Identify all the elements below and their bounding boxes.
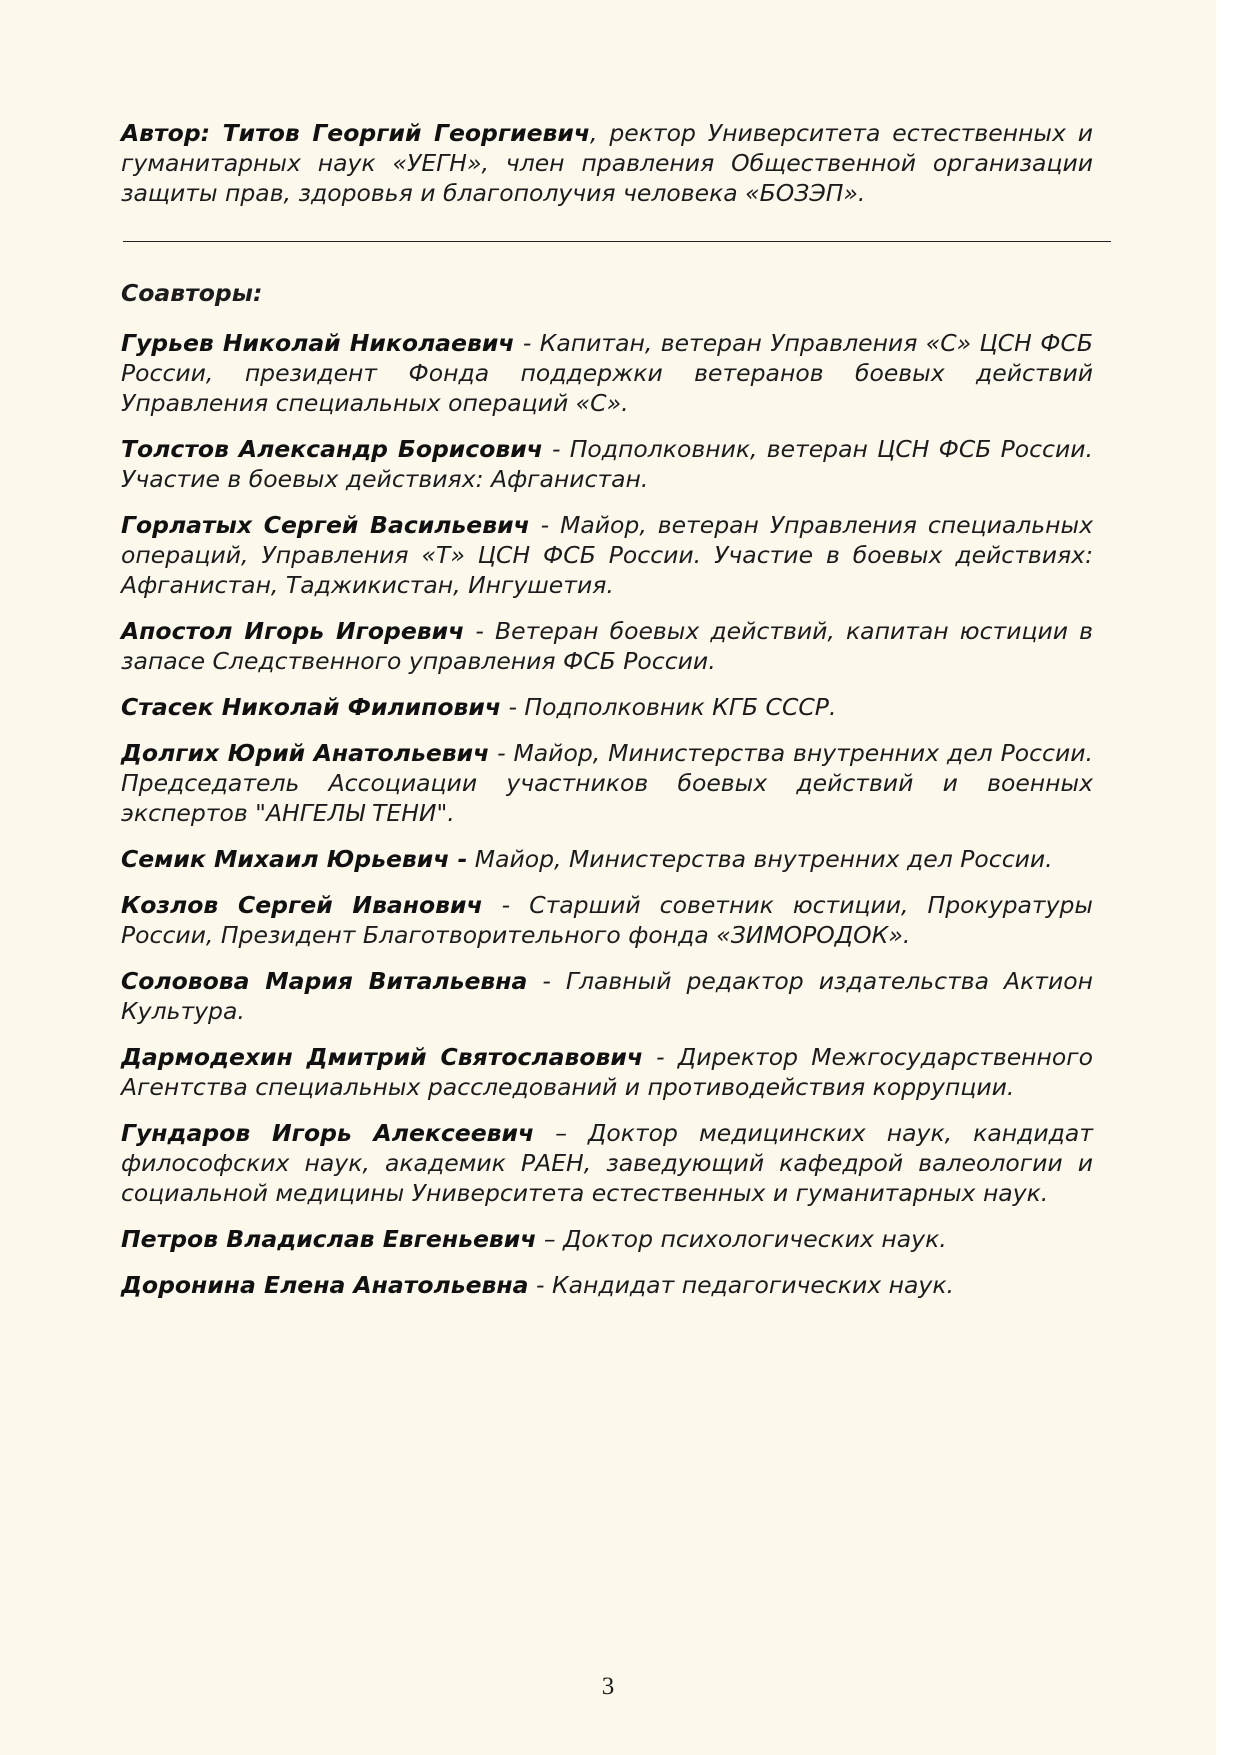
coauthor-description: - Главный редактор издательства Актион Культура. [121,967,1093,1025]
coauthors-section [121,278,1093,1316]
coauthor-name: Соловова Мария Витальевна [121,967,528,995]
coauthor-entry [121,510,1093,600]
coauthor-entry [121,692,1093,722]
coauthor-entry [121,1042,1093,1102]
section-divider [123,241,1111,242]
coauthor-description: - Подполковник, ветеран ЦСН ФСБ России. Участие в боевых действиях: Афганистан. [121,435,1093,493]
coauthor-entry [121,1270,1093,1300]
coauthor-description: - Подполковник КГБ СССР. [500,693,837,721]
coauthor-description: - Майор, ветеран Управления специальных операций, Управления «Т» ЦСН ФСБ России. Участие в боевых действиях: Афганистан, Таджикистан, Ингушетия. [121,511,1093,599]
page-number: 3 [601,1673,615,1700]
coauthor-description: – Доктор медицинских наук, кандидат философских наук, академик РАЕН, заведующий кафедрой валеологии и социальной медицины Университета естественных и гуманитарных наук. [121,1119,1094,1207]
coauthor-name: Дармодехин Дмитрий Святославович [121,1043,643,1071]
coauthor-name: Гурьев Николай Николаевич [121,329,515,357]
coauthor-entry [121,890,1093,950]
coauthor-name: Гундаров Игорь Алексеевич [121,1119,535,1147]
coauthor-name: Козлов Сергей Иванович [121,891,483,919]
coauthor-name: Стасек Николай Филипович [121,693,501,721]
coauthor-description: – Доктор психологических наук. [536,1225,947,1253]
coauthor-entry [121,966,1093,1026]
coauthor-description: - Ветеран боевых действий, капитан юстиции в запасе Следственного управления ФСБ России. [121,617,1093,675]
coauthor-description: Майор, Министерства внутренних дел России. [467,845,1053,873]
coauthor-entry [121,434,1093,494]
coauthor-description: - Кандидат педагогических наук. [528,1271,954,1299]
coauthor-description: - Директор Межгосударственного Агентства специальных расследований и противодействия коррупции. [121,1043,1093,1101]
coauthor-entry [121,844,1093,874]
coauthor-entry [121,1118,1093,1208]
coauthor-description: - Капитан, ветеран Управления «С» ЦСН ФСБ России, президент Фонда поддержки ветеранов боевых действий Управления специальных операций «С». [121,329,1093,417]
coauthor-name: Доронина Елена Анатольевна [121,1271,529,1299]
coauthor-name: Петров Владислав Евгеньевич [121,1225,537,1253]
author-name: Автор: Титов Георгий Георгиевич [121,119,591,147]
coauthor-entry [121,328,1093,418]
author-section [121,118,1093,244]
coauthor-name: Апостол Игорь Игоревич [121,617,465,645]
coauthor-name: Долгих Юрий Анатольевич [121,739,490,767]
author-paragraph [121,118,1093,208]
coauthor-name: Толстов Александр Борисович [121,435,543,463]
coauthor-description: - Старший советник юстиции, Прокуратуры России, Президент Благотворительного фонда «ЗИМОРОДОК». [121,891,1093,949]
coauthor-name: Горлатых Сергей Васильевич [121,511,530,539]
coauthor-entry [121,1224,1093,1254]
coauthors-heading: Соавторы: [121,279,263,307]
coauthor-entry [121,616,1093,676]
coauthor-description: - Майор, Министерства внутренних дел России. Председатель Ассоциации участников боевых действий и военных экспертов "АНГЕЛЫ ТЕНИ". [121,739,1093,827]
author-description: , ректор Университета естественных и гуманитарных наук «УЕГН», член правления Общественной организации защиты прав, здоровья и благополучия человека «БОЗЭП». [121,119,1093,207]
coauthor-entry [121,738,1093,828]
coauthor-name: Семик Михаил Юрьевич - [121,845,468,873]
